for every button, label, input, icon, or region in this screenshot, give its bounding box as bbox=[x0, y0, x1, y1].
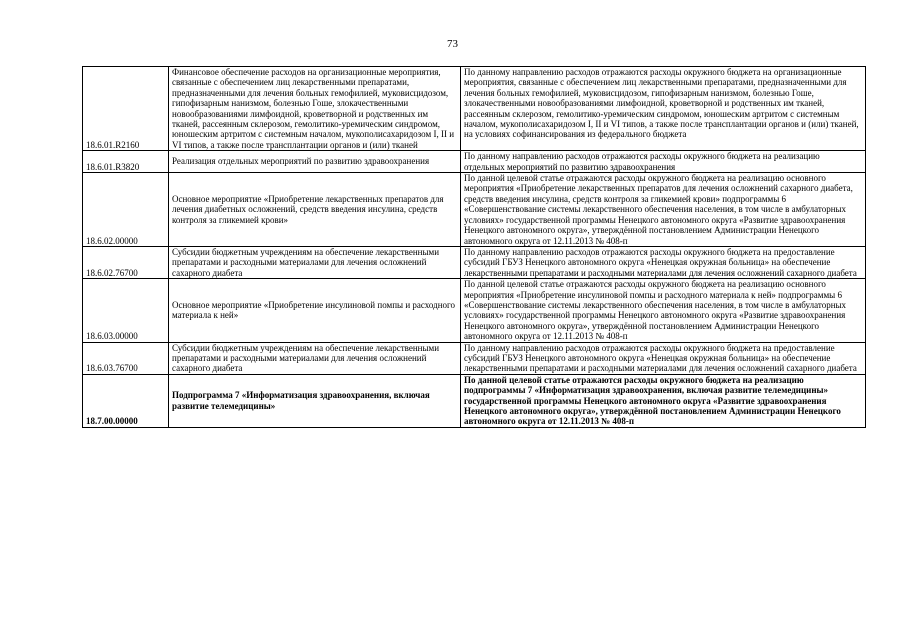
budget-classification-table bbox=[82, 66, 866, 428]
table-row bbox=[83, 246, 866, 278]
table-row bbox=[83, 374, 866, 427]
target-article-description: По данной целевой статье отражаются расходы окружного бюджета на реализацию основного мероприятия «Приобретение инсулиновой помпы и расходного материала к ней» подпрограммы 6 «Совершенствование системы лекарственного обеспечения населения, в том числе в амбулаторных условиях» государственной программы Ненецкого автономного округа «Развитие здравоохранения Ненецкого автономного округа», утверждённой постановлением Администрации Ненецкого автономного округа от 12.11.2013 № 408-п bbox=[461, 279, 866, 342]
target-article-code: 18.6.01.R2160 bbox=[83, 67, 169, 151]
table-row bbox=[83, 279, 866, 342]
target-article-description: По данному направлению расходов отражаются расходы окружного бюджета на организационные мероприятия, связанные с обеспечением лиц лекарственными препаратами, предназначенными для лечения больных гемофилией, муковисцидозом, гипофизарным нанизмом, болезнью Гоше, злокачественными новообразованиями лимфоидной, кроветворной и родственных им тканей, рассеянным склерозом, гемолитико-уремическим синдромом, юношеским артритом с системным началом, мукополисахаридозом I, II и VI типов, а также после трансплантации органов и (или) тканей, на условиях софинансирования из федерального бюджета bbox=[461, 67, 866, 151]
target-article-description: По данной целевой статье отражаются расходы окружного бюджета на реализацию подпрограммы 7 «Информатизация здравоохранения, включая развитие телемедицины» государственной программы Ненецкого автономного округа «Развитие здравоохранения Ненецкого автономного округа», утверждённой постановлением Администрации Ненецкого автономного округа от 12.11.2013 № 408-п bbox=[461, 374, 866, 427]
table-row bbox=[83, 67, 866, 151]
target-article-description: По данному направлению расходов отражаются расходы окружного бюджета на предоставление субсидий ГБУЗ Ненецкого автономного округа «Ненецкая окружная больница» на обеспечение лекарственными препаратами и расходными материалами для лечения осложнений сахарного диабета bbox=[461, 246, 866, 278]
table-row bbox=[83, 173, 866, 247]
target-article-name: Субсидии бюджетным учреждениям на обеспечение лекарственными препаратами и расходными материалами для лечения осложнений сахарного диабета bbox=[169, 246, 461, 278]
target-article-name: Подпрограмма 7 «Информатизация здравоохранения, включая развитие телемедицины» bbox=[169, 374, 461, 427]
target-article-name: Финансовое обеспечение расходов на организационные мероприятия, связанные с обеспечением лиц лекарственными препаратами, предназначенными для лечения больных гемофилией, муковисцидозом, гипофизарным нанизмом, болезнью Гоше, злокачественными новообразованиями лимфоидной, кроветворной и родственных им тканей, рассеянным склерозом, гемолитико-уремическим синдромом, юношеским артритом с системным началом, мукополисахаридозом I, II и VI типов, а также после трансплантации органов и (или) тканей bbox=[169, 67, 461, 151]
target-article-description: По данному направлению расходов отражаются расходы окружного бюджета на предоставление субсидий ГБУЗ Ненецкого автономного округа «Ненецкая окружная больница» на обеспечение лекарственными препаратами и расходными материалами для лечения осложнений сахарного диабета bbox=[461, 342, 866, 374]
target-article-code: 18.6.03.76700 bbox=[83, 342, 169, 374]
target-article-name: Субсидии бюджетным учреждениям на обеспечение лекарственными препаратами и расходными материалами для лечения осложнений сахарного диабета bbox=[169, 342, 461, 374]
target-article-name: Реализация отдельных мероприятий по развитию здравоохранения bbox=[169, 151, 461, 173]
page-number: 73 bbox=[447, 38, 458, 50]
target-article-name: Основное мероприятие «Приобретение лекарственных препаратов для лечения диабетных осложнений, средств введения инсулина, средств контроля за гликемией крови» bbox=[169, 173, 461, 247]
target-article-code: 18.6.03.00000 bbox=[83, 279, 169, 342]
target-article-description: По данному направлению расходов отражаются расходы окружного бюджета на реализацию отдельных мероприятий по развитию здравоохранения bbox=[461, 151, 866, 173]
target-article-description: По данной целевой статье отражаются расходы окружного бюджета на реализацию основного мероприятия «Приобретение лекарственных препаратов для лечения осложнений сахарного диабета, средств введения инсулина, средств контроля за гликемией крови» подпрограммы 6 «Совершенствование системы лекарственного обеспечения населения, в том числе в амбулаторных условиях» государственной программы Ненецкого автономного округа «Развитие здравоохранения Ненецкого автономного округа», утверждённой постановлением Администрации Ненецкого автономного округа от 12.11.2013 № 408-п bbox=[461, 173, 866, 247]
target-article-code: 18.6.01.R3820 bbox=[83, 151, 169, 173]
table-row bbox=[83, 151, 866, 173]
target-article-code: 18.6.02.76700 bbox=[83, 246, 169, 278]
table-row bbox=[83, 342, 866, 374]
target-article-code: 18.7.00.00000 bbox=[83, 374, 169, 427]
target-article-name: Основное мероприятие «Приобретение инсулиновой помпы и расходного материала к ней» bbox=[169, 279, 461, 342]
target-article-code: 18.6.02.00000 bbox=[83, 173, 169, 247]
